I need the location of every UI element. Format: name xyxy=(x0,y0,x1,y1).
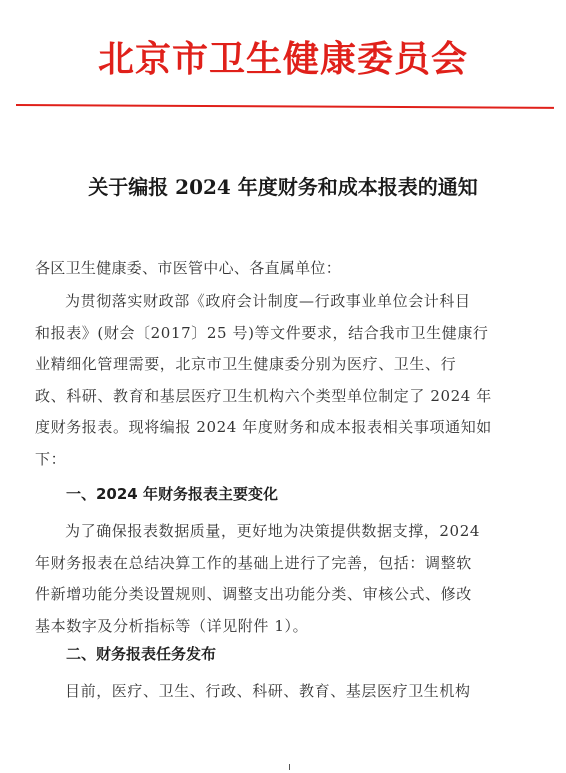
paragraph-release xyxy=(35,676,547,708)
org-masthead: 北京市卫生健康委员会 xyxy=(97,39,468,80)
text-line: 下： xyxy=(35,449,67,468)
text-line: 目前，医疗、卫生、行政、科研、教育、基层医疗卫生机构 xyxy=(65,682,471,700)
text-line: 政、科研、教育和基层医疗卫生机构六个类型单位制定了 2024 年 xyxy=(35,386,492,405)
header-divider xyxy=(16,104,554,109)
text-line: 和报表》(财会〔2017〕25 号)等文件要求，结合我市卫生健康行 xyxy=(35,323,489,342)
text-line: 为贯彻落实财政部《政府会计制度—行政事业单位会计科目 xyxy=(65,292,471,310)
text-line: 业精细化管理需要，北京市卫生健康委分别为医疗、卫生、行 xyxy=(35,355,457,373)
text-line: 基本数字及分析指标等（详见附件 1）。 xyxy=(35,616,309,635)
document-title: 关于编报 2024 年度财务和成本报表的通知 xyxy=(88,175,478,199)
addressee-line: 各区卫生健康委、市医管中心、各直属单位： xyxy=(35,259,342,277)
section-heading-2: 二、财务报表任务发布 xyxy=(66,645,217,663)
paragraph-intro xyxy=(35,286,547,475)
text-line: 为了确保报表数据质量，更好地为决策提供数据支撑，2024 xyxy=(65,522,480,540)
page-number-mark xyxy=(289,764,294,770)
paragraph-changes xyxy=(35,516,547,642)
section-heading-1: 一、2024 年财务报表主要变化 xyxy=(66,485,278,503)
text-line: 度财务报表。现将编报 2024 年度财务和成本报表相关事项通知如 xyxy=(35,418,492,436)
text-line: 年财务报表在总结决算工作的基础上进行了完善，包括：调整软 xyxy=(35,553,472,572)
text-line: 件新增功能分类设置规则、调整支出功能分类、审核公式、修改 xyxy=(35,585,472,603)
